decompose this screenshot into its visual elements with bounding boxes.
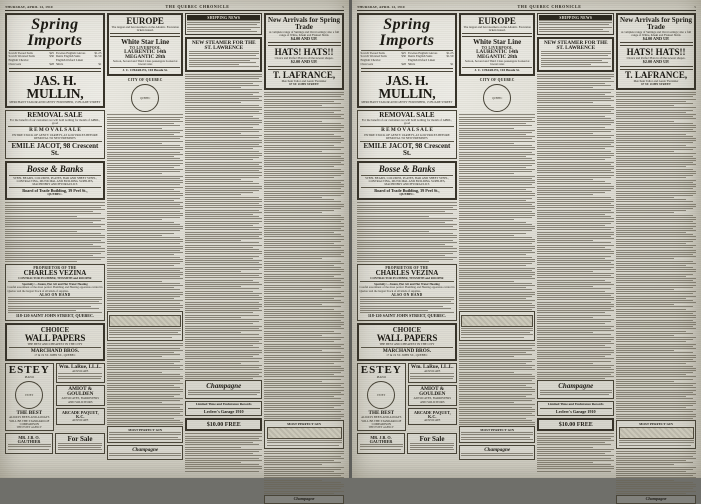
shipping-news-header: SHIPPING NEWS — [539, 15, 612, 20]
europe-sub: The largest and best steamers on the Atlantic. Excursion tickets issued. — [111, 24, 179, 32]
ship-agent: J. C. CHARLES, 104 Buade St. — [122, 68, 168, 73]
column-3 — [185, 13, 262, 475]
champagne-title-3: Champagne — [293, 496, 315, 502]
body-copy-block-1 — [5, 202, 105, 262]
spring-imports-title: Spring Imports — [379, 15, 435, 49]
column-4 — [264, 13, 344, 502]
bosse-banks-address: Board of Trade Building, 39 Peel St., — [374, 188, 440, 194]
masthead-date: THURSDAY, APRIL 14, 1910 — [357, 5, 405, 9]
goods-name: Overcoats — [8, 62, 22, 67]
amiot-name: AMIOT & GOULDEN — [67, 386, 94, 398]
ad-gauthier — [357, 433, 405, 454]
goods-price: $30 — [49, 54, 54, 59]
lafrance-sub: Merchant Tailor and Gents' Furnisher — [633, 79, 679, 84]
gauthier-name: MR. J.B. O. GAUTHIER — [369, 434, 393, 445]
ad-champagne-2 — [459, 445, 536, 460]
ad-europe-white-star — [459, 13, 536, 76]
masthead-page-number: 5 — [694, 5, 696, 9]
champagne-title-main: Champagne — [558, 381, 594, 390]
endurance-note-2: Leclerc's Garage 1910 — [555, 408, 596, 414]
europe-title: EUROPE — [478, 15, 516, 26]
goods-price: $1.25 — [446, 50, 454, 55]
masthead-title: THE QUEBEC CHRONICLE — [517, 4, 582, 9]
new-steamer-title: NEW STEAMER FOR THE ST. LAWRENCE — [543, 39, 608, 51]
ad-spring-imports — [5, 13, 105, 108]
ad-endurance-records — [537, 401, 614, 417]
ten-dollars-free: $10.00 FREE — [206, 421, 241, 428]
ad-champagne — [537, 380, 614, 399]
goods-name: Scotch Worsted Suits — [8, 54, 35, 59]
hats-price: $2.00 AND UP. — [290, 59, 318, 65]
ad-small-block-2a — [107, 311, 184, 341]
bosse-banks-lines: STEEL BEAMS, COLUMNS, PLATES, BAR AND SHEET STEEL, CONTRACTING, MUNICIPAL AND BUILDING SUPPLIES, MACHINERY AND HYDRAULICS — [365, 175, 449, 187]
estey-best: THE BEST — [16, 410, 43, 417]
ship-note: Saloon, Second and Third Class passengers booked at lowest rates — [464, 59, 530, 67]
vezina-also-on-hand: ALSO ON HAND — [391, 292, 423, 297]
champagne-title: Champagne — [484, 446, 511, 453]
mullin-store-name: JAS. H. MULLIN, — [378, 72, 436, 102]
goods-price: $1.50 — [446, 54, 454, 59]
body-copy-block-3 — [537, 74, 614, 379]
hats-sub: Choice and Perfect Hats in all the newest shapes. — [626, 55, 686, 60]
vezina-name: CHARLES VEZINA — [375, 269, 439, 278]
goods-name: Scotch Tweed Suits — [8, 50, 33, 55]
estey-agency: THE ESTEY AGENCY — [16, 425, 42, 429]
body-copy-block-2b — [459, 343, 536, 425]
city-of-quebec-crest — [107, 78, 184, 112]
illustration-figure — [109, 315, 181, 327]
vezina-sub: CONTRACTOR PLUMBER, TINSMITH and ROOFER — [370, 276, 444, 281]
wall-papers-title: WALL PAPERS — [24, 332, 86, 343]
white-star-line: White Star Line — [121, 37, 170, 46]
removal-sale-title-2: R E M O V A L S A L E — [29, 127, 81, 134]
body-copy-block-4 — [264, 92, 344, 419]
ten-dollars-free: $10.00 FREE — [558, 421, 593, 428]
goods-name: Scotch Worsted Suits — [360, 54, 387, 59]
ad-wall-papers — [5, 323, 105, 360]
vezina-address: 118-120 SAINT JOHN STREET, QUEBEC. — [367, 313, 447, 319]
new-arrivals-price: $4.00 AND UP. — [642, 35, 670, 41]
goods-lists — [361, 52, 454, 67]
body-copy-block-2 — [107, 114, 184, 310]
ship-megantic: MEGANTIC 28th — [477, 53, 518, 60]
column-1 — [5, 13, 105, 475]
goods-name: Scotch Tweed Suits — [360, 50, 385, 55]
ad-spring-imports — [357, 13, 457, 108]
spring-imports-title: Spring Imports — [27, 15, 83, 49]
bottle-illustration-icon — [267, 427, 342, 439]
ad-most-perfect-gin — [107, 426, 184, 443]
vezina-also-on-hand: ALSO ON HAND — [39, 292, 71, 297]
goods-price: $1 — [450, 62, 454, 67]
endurance-note-1: Limited Time and Endurance Records — [547, 402, 604, 407]
goods-name: Shirts — [55, 62, 64, 67]
mullin-store-name: JAS. H. MULLIN, — [26, 72, 84, 102]
mullin-store-sub: MERCHANT TAILOR AND GENTS' FURNISHER, 15 BUADE STREET — [9, 99, 101, 104]
for-sale-title: For Sale — [67, 434, 93, 443]
removal-sale-text: For the benefit of our customers we will hold nothing for month of APRIL, good — [361, 118, 453, 126]
estey-small: ALWAYS BEEN AND ALWAYS WILL BE THE STANDARD OF COMPARISON — [9, 415, 50, 426]
body-copy-block-1 — [357, 202, 457, 262]
column-2 — [107, 13, 184, 475]
ad-most-perfect-gin — [459, 426, 536, 443]
ad-new-steamer — [537, 37, 614, 72]
masthead-date: THURSDAY, APRIL 14, 1910 — [5, 5, 53, 9]
bosse-banks-title: Bosse & Banks — [378, 163, 436, 174]
for-sale-title: For Sale — [419, 434, 445, 443]
shipping-news-box — [185, 13, 262, 35]
wall-papers-sub: THE BEST AND CHEAPEST IN THE CITY — [379, 341, 435, 346]
arcade-name: ARCADE PAQUET, K.C. — [61, 409, 99, 419]
ad-champagne-2 — [107, 445, 184, 460]
endurance-note-1: Limited Time and Endurance Records — [195, 402, 252, 407]
goods-price: $1 — [98, 62, 102, 67]
vezina-specialty: Specialty:—Steam, Hot Air and Hot Water Heating — [22, 282, 88, 287]
body-copy-block-4 — [616, 92, 696, 419]
hats-sub: Choice and Perfect Hats in all the newest shapes. — [274, 55, 334, 60]
city-of-quebec-label: CITY OF QUEBEC — [127, 78, 163, 83]
goods-name: English Cheviot — [8, 58, 29, 63]
body-copy-block-3b — [185, 433, 262, 471]
vezina-specialty: Specialty:—Steam, Hot Air and Hot Water Heating — [374, 282, 440, 287]
goods-name: Fownes English Gloves — [407, 50, 438, 55]
ad-removal-sale — [5, 110, 105, 160]
ship-note: Saloon, Second and Third Class passengers booked at lowest rates — [112, 59, 178, 67]
removal-sale-title-2: R E M O V A L S A L E — [381, 127, 433, 134]
bosse-banks-title: Bosse & Banks — [26, 163, 84, 174]
ad-champagne-3 — [616, 495, 696, 504]
marchand-address: 17 & 19 ST. JOHN ST., QUEBEC — [34, 352, 76, 357]
ad-for-sale — [55, 433, 105, 454]
lamothe-sub: ADVOCATE — [72, 369, 89, 374]
champagne-title: Champagne — [132, 446, 159, 453]
body-copy-block-4b — [264, 451, 344, 494]
most-perfect-gin-title: MOST PERFECT GIN — [480, 427, 515, 432]
ship-agent: J. C. CHARLES, 104 Buade St. — [474, 68, 520, 73]
vezina-text: Careful assortment of the most perfect Plumbing and Heating apparatus carried in Quebec and the largest Stock of all kinds of supplies. — [7, 285, 103, 293]
goods-price: $28 — [49, 62, 54, 67]
bosse-banks-city: QUEBEC. — [47, 192, 63, 197]
vezina-name: CHARLES VEZINA — [23, 269, 87, 278]
body-copy-block-4b — [616, 451, 696, 494]
column-4 — [616, 13, 696, 502]
city-crest-icon: QUEBEC — [131, 84, 159, 112]
gauthier-name: MR. J.B. O. GAUTHIER — [17, 434, 41, 445]
hats-price: $2.00 AND UP. — [642, 59, 670, 65]
column-1 — [357, 13, 457, 475]
estey-title: ESTEY — [8, 364, 50, 377]
arcade-name: ARCADE PAQUET, K.C. — [413, 409, 451, 419]
removal-sale-title: REMOVAL SALE — [27, 111, 83, 120]
lamothe-name: Wm. LaRue, LL.L. — [58, 364, 102, 371]
goods-name: Overcoats — [360, 62, 374, 67]
newspaper-page — [0, 0, 349, 502]
jacot-name: EMILE JACOT, 98 Crescent St. — [11, 141, 99, 157]
ad-amiot-goulden — [408, 385, 457, 407]
goods-name: Fownes English Gloves — [55, 50, 86, 55]
ship-laurentic: LAURENTIC 14th — [476, 48, 519, 55]
new-arrivals-sub: A complete range of Suitings and Overcoatings; also a full range of White, Khaki and Flannel Shirts — [620, 29, 692, 37]
estey-title: ESTEY — [360, 364, 402, 377]
goods-price: $1.25 — [94, 50, 102, 55]
body-copy-block-3 — [185, 74, 262, 379]
ad-new-arrivals — [616, 13, 696, 90]
ad-small-block-2a — [459, 311, 536, 341]
column-2 — [459, 13, 536, 475]
europe-sub: The largest and best steamers on the Atlantic. Excursion tickets issued. — [463, 24, 531, 32]
ad-charles-vezina — [357, 264, 457, 321]
ad-most-perfect-gin-2 — [264, 420, 344, 449]
goods-price: $1.50 — [94, 54, 102, 59]
lamothe-name: Wm. LaRue, LL.L. — [410, 364, 454, 371]
jacot-name: EMILE JACOT, 98 Crescent St. — [363, 141, 451, 157]
wall-papers-sub: THE BEST AND CHEAPEST IN THE CITY — [27, 341, 83, 346]
vezina-text: Careful assortment of the most perfect Plumbing and Heating apparatus carried in Quebec and the largest Stock of all kinds of supplies. — [359, 285, 455, 293]
goods-name: English Oxford Linen — [407, 58, 436, 63]
most-perfect-gin-title-2: MOST PERFECT GIN — [639, 421, 673, 426]
ad-europe-white-star — [107, 13, 184, 76]
estey-sub: PIANO — [24, 375, 34, 380]
masthead-title: THE QUEBEC CHRONICLE — [165, 4, 230, 9]
ad-new-steamer — [185, 37, 262, 72]
ad-estey-piano — [357, 363, 406, 432]
wall-papers-title: WALL PAPERS — [376, 332, 438, 343]
ad-ten-dollars-free — [537, 418, 614, 431]
goods-name: English Oxford Linen — [55, 58, 84, 63]
goods-price: $30 — [401, 54, 406, 59]
city-of-quebec-label: CITY OF QUEBEC — [479, 78, 515, 83]
champagne-title-main: Champagne — [206, 381, 242, 390]
amiot-sub: ADVOCATES, BARRISTERS AND SOLICITORS — [413, 396, 451, 404]
vezina-head: PROPRIETOR OF THE — [385, 266, 429, 271]
hats-title: HATS! HATS!! — [626, 46, 686, 57]
lamothe-sub: ADVOCATE — [424, 369, 441, 374]
new-arrivals-title: New Arrivals for Spring Trade — [268, 15, 341, 31]
ad-bosse-banks — [5, 161, 105, 200]
ad-most-perfect-gin-2 — [616, 420, 696, 449]
most-perfect-gin-title: MOST PERFECT GIN — [128, 427, 163, 432]
marchand-bros: MARCHAND BROS. — [382, 347, 432, 354]
ad-endurance-records — [185, 401, 262, 417]
mullin-store-sub: MERCHANT TAILOR AND GENTS' FURNISHER, 15 BUADE STREET — [361, 99, 453, 104]
most-perfect-gin-title-2: MOST PERFECT GIN — [287, 421, 321, 426]
new-arrivals-sub: A complete range of Suitings and Overcoatings; also a full range of White, Khaki and Flannel Shirts — [268, 29, 340, 37]
lafrance-address: 67 ST. JOHN STREET — [641, 82, 671, 87]
ad-lamothe — [408, 363, 457, 383]
champagne-title-3: Champagne — [645, 496, 667, 502]
removal-sale-sub: ENTIRE STOCK OF GENTS' VARIETY, AT LOW PRICES BEFORE REMOVAL TO NEW PREMISES — [364, 132, 450, 140]
ad-champagne-3 — [264, 495, 344, 504]
ad-charles-vezina — [5, 264, 105, 321]
city-of-quebec-crest — [459, 78, 536, 112]
city-crest-icon: QUEBEC — [483, 84, 511, 112]
vezina-sub: CONTRACTOR PLUMBER, TINSMITH and ROOFER — [18, 276, 92, 281]
goods-price: $25 — [49, 50, 54, 55]
amiot-name: AMIOT & GOULDEN — [419, 386, 446, 398]
bosse-banks-lines: STEEL BEAMS, COLUMNS, PLATES, BAR AND SHEET STEEL, CONTRACTING, MUNICIPAL AND BUILDING SUPPLIES, MACHINERY AND HYDRAULICS — [13, 175, 97, 187]
to-liverpool: TO LIVERPOOL — [129, 45, 161, 50]
europe-title: EUROPE — [126, 15, 164, 26]
ad-arcade-paquet — [56, 408, 105, 425]
lafrance-name: T. LAFRANCE, — [272, 70, 336, 81]
column-3 — [537, 13, 614, 475]
masthead — [357, 4, 696, 11]
removal-sale-title: REMOVAL SALE — [379, 111, 435, 120]
goods-price: $25 — [401, 50, 406, 55]
body-copy-block-2 — [459, 114, 536, 310]
bottle-illustration-icon — [619, 427, 694, 439]
estey-best: THE BEST — [368, 410, 395, 417]
ad-bosse-banks — [357, 161, 457, 200]
marchand-address: 17 & 19 ST. JOHN ST., QUEBEC — [386, 352, 428, 357]
goods-name: Dents English Suits — [407, 54, 433, 59]
lafrance-address: 67 ST. JOHN STREET — [289, 82, 319, 87]
vezina-address: 118-120 SAINT JOHN STREET, QUEBEC. — [15, 313, 95, 319]
marchand-bros: MARCHAND BROS. — [30, 347, 80, 354]
shipping-news-header: SHIPPING NEWS — [187, 15, 260, 20]
new-steamer-title: NEW STEAMER FOR THE ST. LAWRENCE — [191, 39, 256, 51]
masthead — [5, 4, 344, 11]
white-star-line: White Star Line — [473, 37, 522, 46]
vezina-head: PROPRIETOR OF THE — [33, 266, 77, 271]
masthead-page-number: 5 — [342, 5, 344, 9]
estey-small: ALWAYS BEEN AND ALWAYS WILL BE THE STANDARD OF COMPARISON — [361, 415, 402, 426]
goods-name: English Cheviot — [360, 58, 381, 63]
newspaper-page — [352, 0, 701, 502]
estey-seal-icon: ESTEY — [367, 381, 395, 409]
ad-for-sale — [407, 433, 457, 454]
estey-sub: PIANO — [376, 375, 386, 380]
ad-ten-dollars-free — [185, 418, 262, 431]
arcade-sub: ADVOCATE — [424, 418, 441, 423]
goods-name: Dents English Suits — [55, 54, 81, 59]
ad-wall-papers — [357, 323, 457, 360]
body-copy-block-3b — [537, 433, 614, 471]
ad-champagne — [185, 380, 262, 399]
wall-choice: CHOICE — [40, 325, 70, 334]
goods-price: $28 — [401, 62, 406, 67]
bosse-banks-address: Board of Trade Building, 39 Peel St., — [22, 188, 88, 194]
ad-estey-piano — [5, 363, 54, 432]
body-copy-block-2b — [107, 343, 184, 425]
endurance-note-2: Leclerc's Garage 1910 — [203, 408, 244, 414]
goods-name: Shirts — [407, 62, 416, 67]
ad-lamothe — [56, 363, 105, 383]
bosse-banks-city: QUEBEC. — [399, 192, 415, 197]
ad-amiot-goulden — [56, 385, 105, 407]
amiot-sub: ADVOCATES, BARRISTERS AND SOLICITORS — [61, 396, 99, 404]
estey-seal-icon: ESTEY — [15, 381, 43, 409]
removal-sale-text: For the benefit of our customers we will hold nothing for month of APRIL, good — [9, 118, 101, 126]
to-liverpool: TO LIVERPOOL — [481, 45, 513, 50]
estey-agency: THE ESTEY AGENCY — [368, 425, 394, 429]
goods-lists — [9, 52, 102, 67]
illustration-figure — [461, 315, 533, 327]
ad-new-arrivals — [264, 13, 344, 90]
shipping-news-box — [537, 13, 614, 35]
removal-sale-sub: ENTIRE STOCK OF GENTS' VARIETY, AT LOW PRICES BEFORE REMOVAL TO NEW PREMISES — [12, 132, 98, 140]
ad-gauthier — [5, 433, 53, 454]
ad-arcade-paquet — [408, 408, 457, 425]
lafrance-sub: Merchant Tailor and Gents' Furnisher — [281, 79, 327, 84]
lafrance-name: T. LAFRANCE, — [624, 70, 688, 81]
ship-laurentic: LAURENTIC 14th — [124, 48, 167, 55]
wall-choice: CHOICE — [392, 325, 422, 334]
hats-title: HATS! HATS!! — [274, 46, 334, 57]
ad-removal-sale — [357, 110, 457, 160]
ship-megantic: MEGANTIC 28th — [125, 53, 166, 60]
new-arrivals-title: New Arrivals for Spring Trade — [620, 15, 693, 31]
arcade-sub: ADVOCATE — [72, 418, 89, 423]
new-arrivals-price: $4.00 AND UP. — [290, 35, 318, 41]
